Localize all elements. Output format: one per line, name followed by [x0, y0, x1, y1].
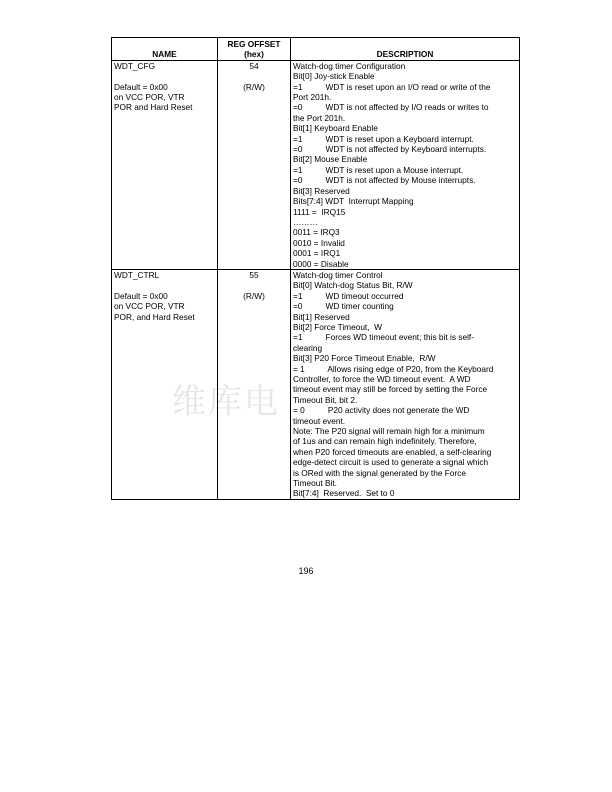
register-name: WDT_CTRL — [114, 269, 160, 280]
default-line: on VCC POR, VTR — [114, 301, 185, 312]
description-line: the Port 201h. — [293, 112, 346, 123]
description-line: edge-detect circuit is used to generate a signal which — [293, 457, 489, 468]
description-line: =1 WD timeout occurred — [293, 290, 404, 301]
register-offset-cell — [218, 60, 291, 269]
description-line: =1 WDT is reset upon a Keyboard interrupt. — [293, 133, 474, 144]
description-line: 1111 = IRQ15 — [293, 206, 346, 217]
default-line: Default = 0x00 — [114, 290, 168, 301]
register-access: (R/W) — [243, 81, 265, 92]
description-line: = 0 P20 activity does not generate the WD — [293, 405, 470, 416]
register-description — [291, 269, 520, 499]
description-line: Note: The P20 signal will remain high for a minimum — [293, 426, 485, 437]
description-line: Controller, to force the WD timeout event. A WD — [293, 374, 471, 384]
register-name-cell — [112, 60, 218, 269]
description-line: Bit[2] Mouse Enable — [293, 154, 368, 165]
description-line: Bit[3] P20 Force Timeout Enable, R/W — [293, 353, 436, 364]
default-line: Default = 0x00 — [114, 81, 168, 92]
register-access: (R/W) — [243, 290, 265, 301]
description-line: Watch-dog timer Control — [293, 269, 383, 280]
description-line: =0 WDT is not affected by Keyboard interrupts. — [293, 144, 487, 155]
register-offset: 55 — [249, 269, 259, 280]
description-line: Bit[0] Joy-stick Enable — [293, 71, 375, 82]
description-line: =1 Forces WD timeout event; this bit is self- — [293, 332, 474, 343]
default-line: POR, and Hard Reset — [114, 311, 195, 322]
description-line: Bits[7:4] WDT Interrupt Mapping — [293, 196, 414, 207]
header-name: NAME — [112, 38, 218, 61]
description-line: ……… — [293, 216, 318, 227]
default-line: on VCC POR, VTR — [114, 92, 185, 103]
description-line: Bit[0] Watch-dog Status Bit, R/W — [293, 280, 413, 291]
header-offset — [218, 38, 291, 61]
description-line: is ORed with the signal generated by the Force — [293, 467, 466, 478]
table-row — [112, 269, 520, 499]
register-description — [291, 60, 520, 269]
description-line: 0000 = Disable — [293, 258, 349, 269]
description-line: timeout event may still be forced by setting the Force — [293, 384, 488, 395]
table-row — [112, 60, 520, 269]
description-line: Bit[2] Force Timeout, W — [293, 321, 382, 332]
table-header-row — [112, 38, 520, 61]
description-line: 0011 = IRQ3 — [293, 227, 340, 238]
register-name: WDT_CFG — [114, 60, 156, 71]
register-offset: 54 — [249, 60, 259, 71]
watermark: 维库电 — [172, 382, 280, 422]
description-line: Watch-dog timer Configuration — [293, 60, 406, 71]
register-offset-cell — [218, 269, 291, 499]
description-line: 0010 = Invalid — [293, 237, 345, 248]
header-offset-line2: (hex) — [244, 49, 264, 60]
description-line: clearing — [293, 342, 323, 353]
description-line: Timeout Bit. — [293, 478, 337, 489]
description-line: = 1 Allows rising edge of P20, from the Keyboard — [293, 363, 494, 374]
description-line: Bit[7:4] Reserved. Set to 0 — [293, 488, 395, 499]
register-table — [111, 37, 520, 500]
description-line: timeout event. — [293, 415, 346, 426]
description-line: of 1us and can remain high indefinitely. Therefore, — [293, 436, 477, 447]
description-line: Bit[1] Reserved — [293, 311, 350, 322]
description-line: Timeout Bit, bit 2. — [293, 394, 358, 405]
header-offset-line1: REG OFFSET — [227, 39, 281, 49]
description-line: =0 WD timer counting — [293, 301, 394, 312]
default-line: POR and Hard Reset — [114, 102, 193, 113]
description-line: =1 WDT is reset upon an I/O read or write of the — [293, 81, 491, 92]
description-line: =1 WDT is reset upon a Mouse interrupt. — [293, 164, 464, 175]
description-line: Port 201h. — [293, 92, 332, 103]
register-name-cell — [112, 269, 218, 499]
header-description: DESCRIPTION — [291, 38, 520, 61]
description-line: Bit[1] Keyboard Enable — [293, 123, 378, 134]
description-line: 0001 = IRQ1 — [293, 248, 341, 259]
page-number: 196 — [298, 566, 314, 576]
description-line: =0 WDT is not affected by I/O reads or writes to — [293, 102, 489, 113]
description-line: Bit[3] Reserved — [293, 185, 350, 196]
description-line: =0 WDT is not affected by Mouse interrupts. — [293, 175, 476, 186]
description-line: when P20 forced timeouts are enabled, a self-clearing — [293, 446, 492, 457]
